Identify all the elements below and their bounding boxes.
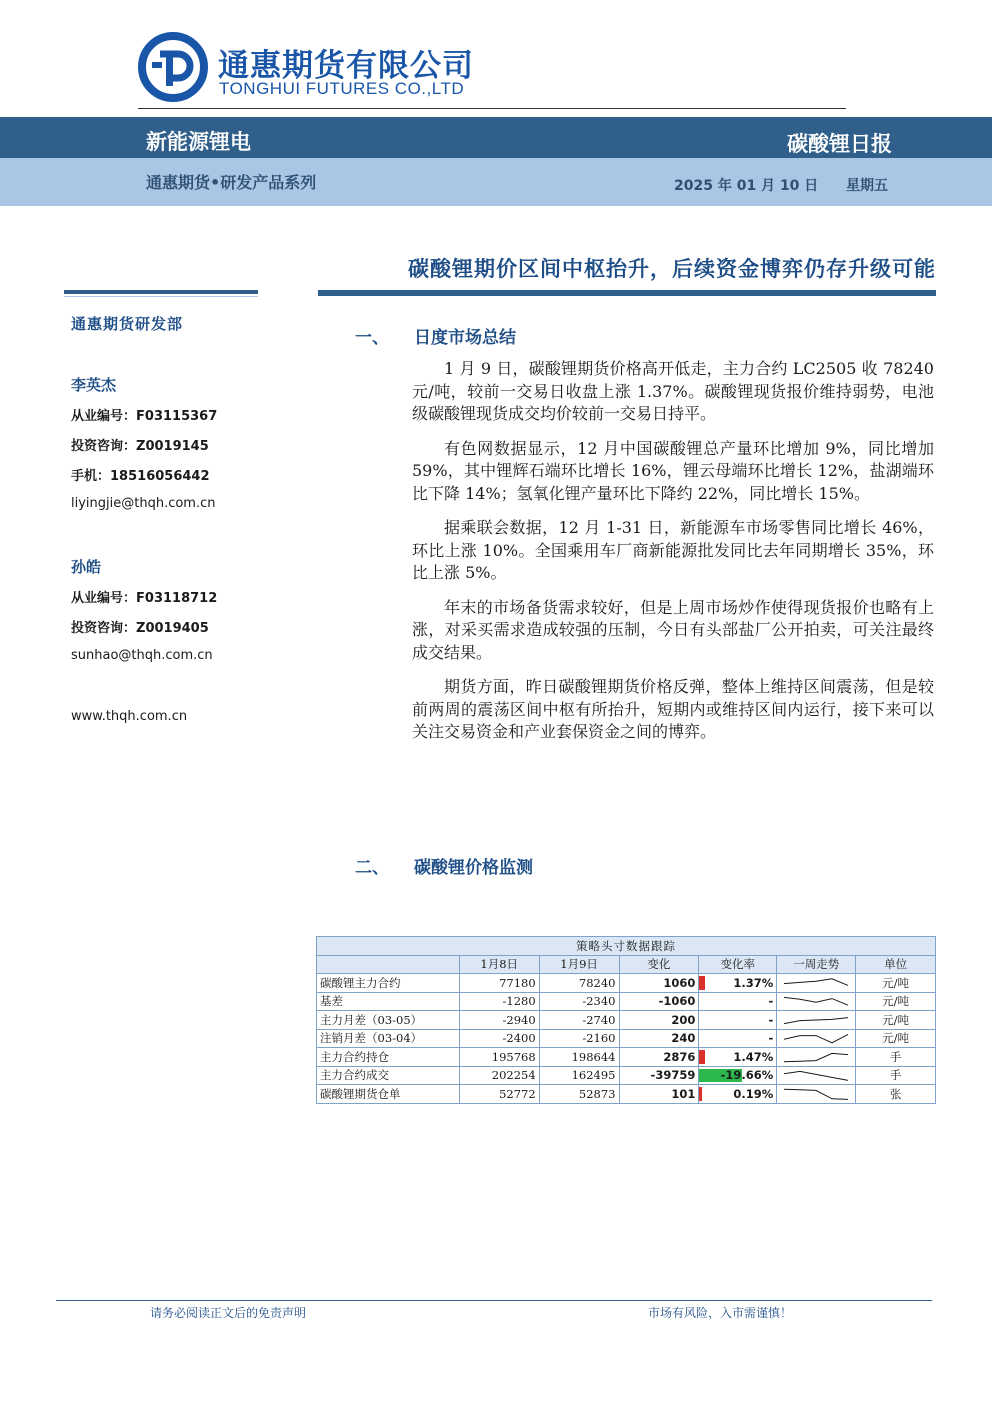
column-header: 1月8日	[459, 955, 539, 974]
sector-label: 新能源锂电	[146, 130, 251, 154]
unit: 手	[856, 1048, 936, 1067]
week-trend	[777, 1085, 856, 1104]
row-label: 基差	[317, 992, 460, 1011]
inv-label: 投资咨询：	[71, 439, 137, 454]
sparkline-path	[784, 998, 848, 1006]
week-trend	[777, 1048, 856, 1067]
section-title: 日度市场总结	[414, 328, 516, 348]
row-label: 主力合约持仓	[317, 1048, 460, 1067]
value-jan8: 52772	[459, 1085, 539, 1104]
column-header: 一周走势	[777, 955, 856, 974]
week-trend	[777, 1066, 856, 1085]
company-name-en: TONGHUI FUTURES CO.,LTD	[219, 79, 465, 98]
value-jan9: 198644	[539, 1048, 619, 1067]
change-value: 200	[619, 1011, 699, 1030]
change-rate	[699, 1011, 777, 1030]
paragraph: 年末的市场备货需求较好，但是上周市场炒作使得现货报价也略有上涨，对采买需求造成较强的压制，今日有头部盐厂公开拍卖，可关注最终成交结果。	[412, 597, 934, 662]
row-label: 碳酸锂主力合约	[317, 974, 460, 993]
column-header: 变化率	[699, 955, 777, 974]
sparkline	[782, 1013, 850, 1027]
column-header: 单位	[856, 955, 936, 974]
table-caption: 策略头寸数据跟踪	[317, 937, 936, 956]
unit: 元/吨	[856, 992, 936, 1011]
rate-text: 1.47%	[733, 1049, 774, 1064]
analyst-inv	[71, 617, 209, 636]
analyst-name: 李英杰	[71, 376, 117, 394]
analyst-phone	[71, 465, 210, 484]
unit: 元/吨	[856, 974, 936, 993]
change-value: 2876	[619, 1048, 699, 1067]
sparkline-path	[784, 1017, 848, 1023]
analyst-email[interactable]: liyingjie@thqh.com.cn	[71, 496, 216, 511]
rate-bar	[699, 976, 704, 990]
row-label: 主力月差（03-05）	[317, 1011, 460, 1030]
title-rule	[318, 290, 936, 296]
change-rate	[699, 974, 777, 993]
sparkline-path	[784, 1053, 848, 1061]
section-number: 一、	[355, 328, 389, 348]
rate-bar	[699, 1087, 701, 1101]
change-value: -39759	[619, 1066, 699, 1085]
reg-label: 从业编号：	[71, 591, 137, 606]
unit: 元/吨	[856, 1029, 936, 1048]
analyst-reg	[71, 405, 217, 424]
unit: 手	[856, 1066, 936, 1085]
sparkline	[782, 994, 850, 1008]
value-jan9: 52873	[539, 1085, 619, 1104]
paragraph: 期货方面，昨日碳酸锂期货价格反弹，整体上维持区间震荡，但是较前两周的震荡区间中枢有所抬升，短期内或维持区间内运行，接下来可以关注交易资金和产业套保资金之间的博弈。	[412, 677, 934, 741]
inv-label: 投资咨询：	[71, 621, 137, 636]
summary-body	[412, 358, 934, 756]
table-row	[317, 1048, 936, 1067]
rate-text: 1.37%	[733, 975, 774, 990]
paragraph: 1 月 9 日，碳酸锂期货价格高开低走，主力合约 LC2505 收 78240 元/吨，较前一交易日收盘上涨 1.37%。碳酸锂现货报价维持弱势，电池级碳酸锂现货成交均价较前一交易日持平。	[412, 359, 934, 423]
rate-text: 0.19%	[733, 1086, 774, 1101]
table-header-row	[317, 955, 936, 974]
table-row	[317, 1029, 936, 1048]
risk-note: 市场有风险，入市需谨慎！	[648, 1306, 793, 1320]
sparkline-path	[784, 979, 848, 986]
table-row	[317, 1011, 936, 1030]
inv-number: Z0019145	[136, 439, 209, 454]
table-row	[317, 992, 936, 1011]
sparkline-path	[784, 1072, 848, 1081]
value-jan8: 77180	[459, 974, 539, 993]
analyst-reg	[71, 587, 217, 606]
value-jan8: 195768	[459, 1048, 539, 1067]
week-trend	[777, 992, 856, 1011]
analyst-inv	[71, 435, 209, 454]
change-value: -1060	[619, 992, 699, 1011]
phone-number: 18516056442	[110, 469, 210, 484]
report-weekday: 星期五	[846, 178, 888, 194]
sparkline	[782, 1050, 850, 1064]
report-type: 碳酸锂日报	[787, 132, 892, 156]
value-jan8: -2400	[459, 1029, 539, 1048]
rate-text: -	[768, 994, 774, 1009]
company-name-cn: 通惠期货有限公司	[218, 48, 474, 84]
website-link[interactable]: www.thqh.com.cn	[71, 709, 188, 724]
value-jan9: 78240	[539, 974, 619, 993]
section-number: 二、	[355, 858, 389, 878]
value-jan9: -2340	[539, 992, 619, 1011]
sidebar-rule-thin	[64, 296, 258, 297]
change-value: 101	[619, 1085, 699, 1104]
change-rate	[699, 1048, 777, 1067]
rate-bar	[699, 1050, 704, 1064]
column-header	[317, 955, 460, 974]
unit: 张	[856, 1085, 936, 1104]
series-label: 通惠期货•研发产品系列	[146, 173, 317, 192]
change-rate	[699, 992, 777, 1011]
analyst-name: 孙皓	[71, 558, 102, 576]
week-trend	[777, 974, 856, 993]
analyst-email[interactable]: sunhao@thqh.com.cn	[71, 648, 213, 663]
column-header: 变化	[619, 955, 699, 974]
value-jan9: 162495	[539, 1066, 619, 1085]
value-jan8: -2940	[459, 1011, 539, 1030]
change-rate	[699, 1066, 777, 1085]
sparkline-path	[784, 1089, 848, 1099]
dept-name: 通惠期货研发部	[71, 315, 184, 333]
table-row	[317, 1066, 936, 1085]
change-value: 1060	[619, 974, 699, 993]
unit: 元/吨	[856, 1011, 936, 1030]
change-value: 240	[619, 1029, 699, 1048]
sparkline	[782, 1087, 850, 1101]
inv-number: Z0019405	[136, 621, 209, 636]
value-jan9: -2740	[539, 1011, 619, 1030]
rate-text: -	[768, 1012, 774, 1027]
week-trend	[777, 1011, 856, 1030]
sparkline	[782, 1068, 850, 1082]
week-trend	[777, 1029, 856, 1048]
sparkline-path	[784, 1035, 848, 1043]
phone-label: 手机：	[71, 469, 111, 484]
section-title: 碳酸锂价格监测	[414, 858, 533, 878]
column-header: 1月9日	[539, 955, 619, 974]
paragraph: 据乘联会数据，12 月 1-31 日，新能源车市场零售同比增长 46%，环比上涨 10%。全国乘用车厂商新能源批发同比去年同期增长 35%，环比上涨 5%。	[412, 518, 934, 582]
price-monitor-table	[316, 936, 936, 1104]
value-jan8: -1280	[459, 992, 539, 1011]
row-label: 主力合约成交	[317, 1066, 460, 1085]
change-rate	[699, 1029, 777, 1048]
row-label: 注销月差（03-04）	[317, 1029, 460, 1048]
change-rate	[699, 1085, 777, 1104]
sparkline	[782, 1031, 850, 1045]
value-jan8: 202254	[459, 1066, 539, 1085]
disclaimer-note: 请务必阅读正文后的免责声明	[150, 1306, 307, 1320]
reg-number: F03118712	[136, 591, 218, 606]
table-row	[317, 1085, 936, 1104]
rate-text: -	[768, 1031, 774, 1046]
table-row	[317, 974, 936, 993]
sparkline	[782, 976, 850, 990]
header-rule	[138, 108, 846, 109]
report-date: 2025 年 01 月 10 日	[674, 178, 819, 194]
sidebar-rule	[64, 290, 258, 294]
row-label: 碳酸锂期货仓单	[317, 1085, 460, 1104]
value-jan9: -2160	[539, 1029, 619, 1048]
page-title: 碳酸锂期价区间中枢抬升，后续资金博弈仍存升级可能	[408, 257, 936, 281]
rate-text: -19.66%	[720, 1068, 774, 1083]
reg-number: F03115367	[136, 409, 218, 424]
reg-label: 从业编号：	[71, 409, 137, 424]
company-logo	[138, 32, 208, 102]
footer-rule	[56, 1300, 932, 1301]
paragraph: 有色网数据显示，12 月中国碳酸锂总产量环比增加 9%，同比增加 59%，其中锂辉石端环比增长 16%，锂云母端环比增长 12%，盐湖端环比下降 14%；氢氧化锂产量环比下降约 22%，同比增长 15%。	[412, 438, 934, 503]
